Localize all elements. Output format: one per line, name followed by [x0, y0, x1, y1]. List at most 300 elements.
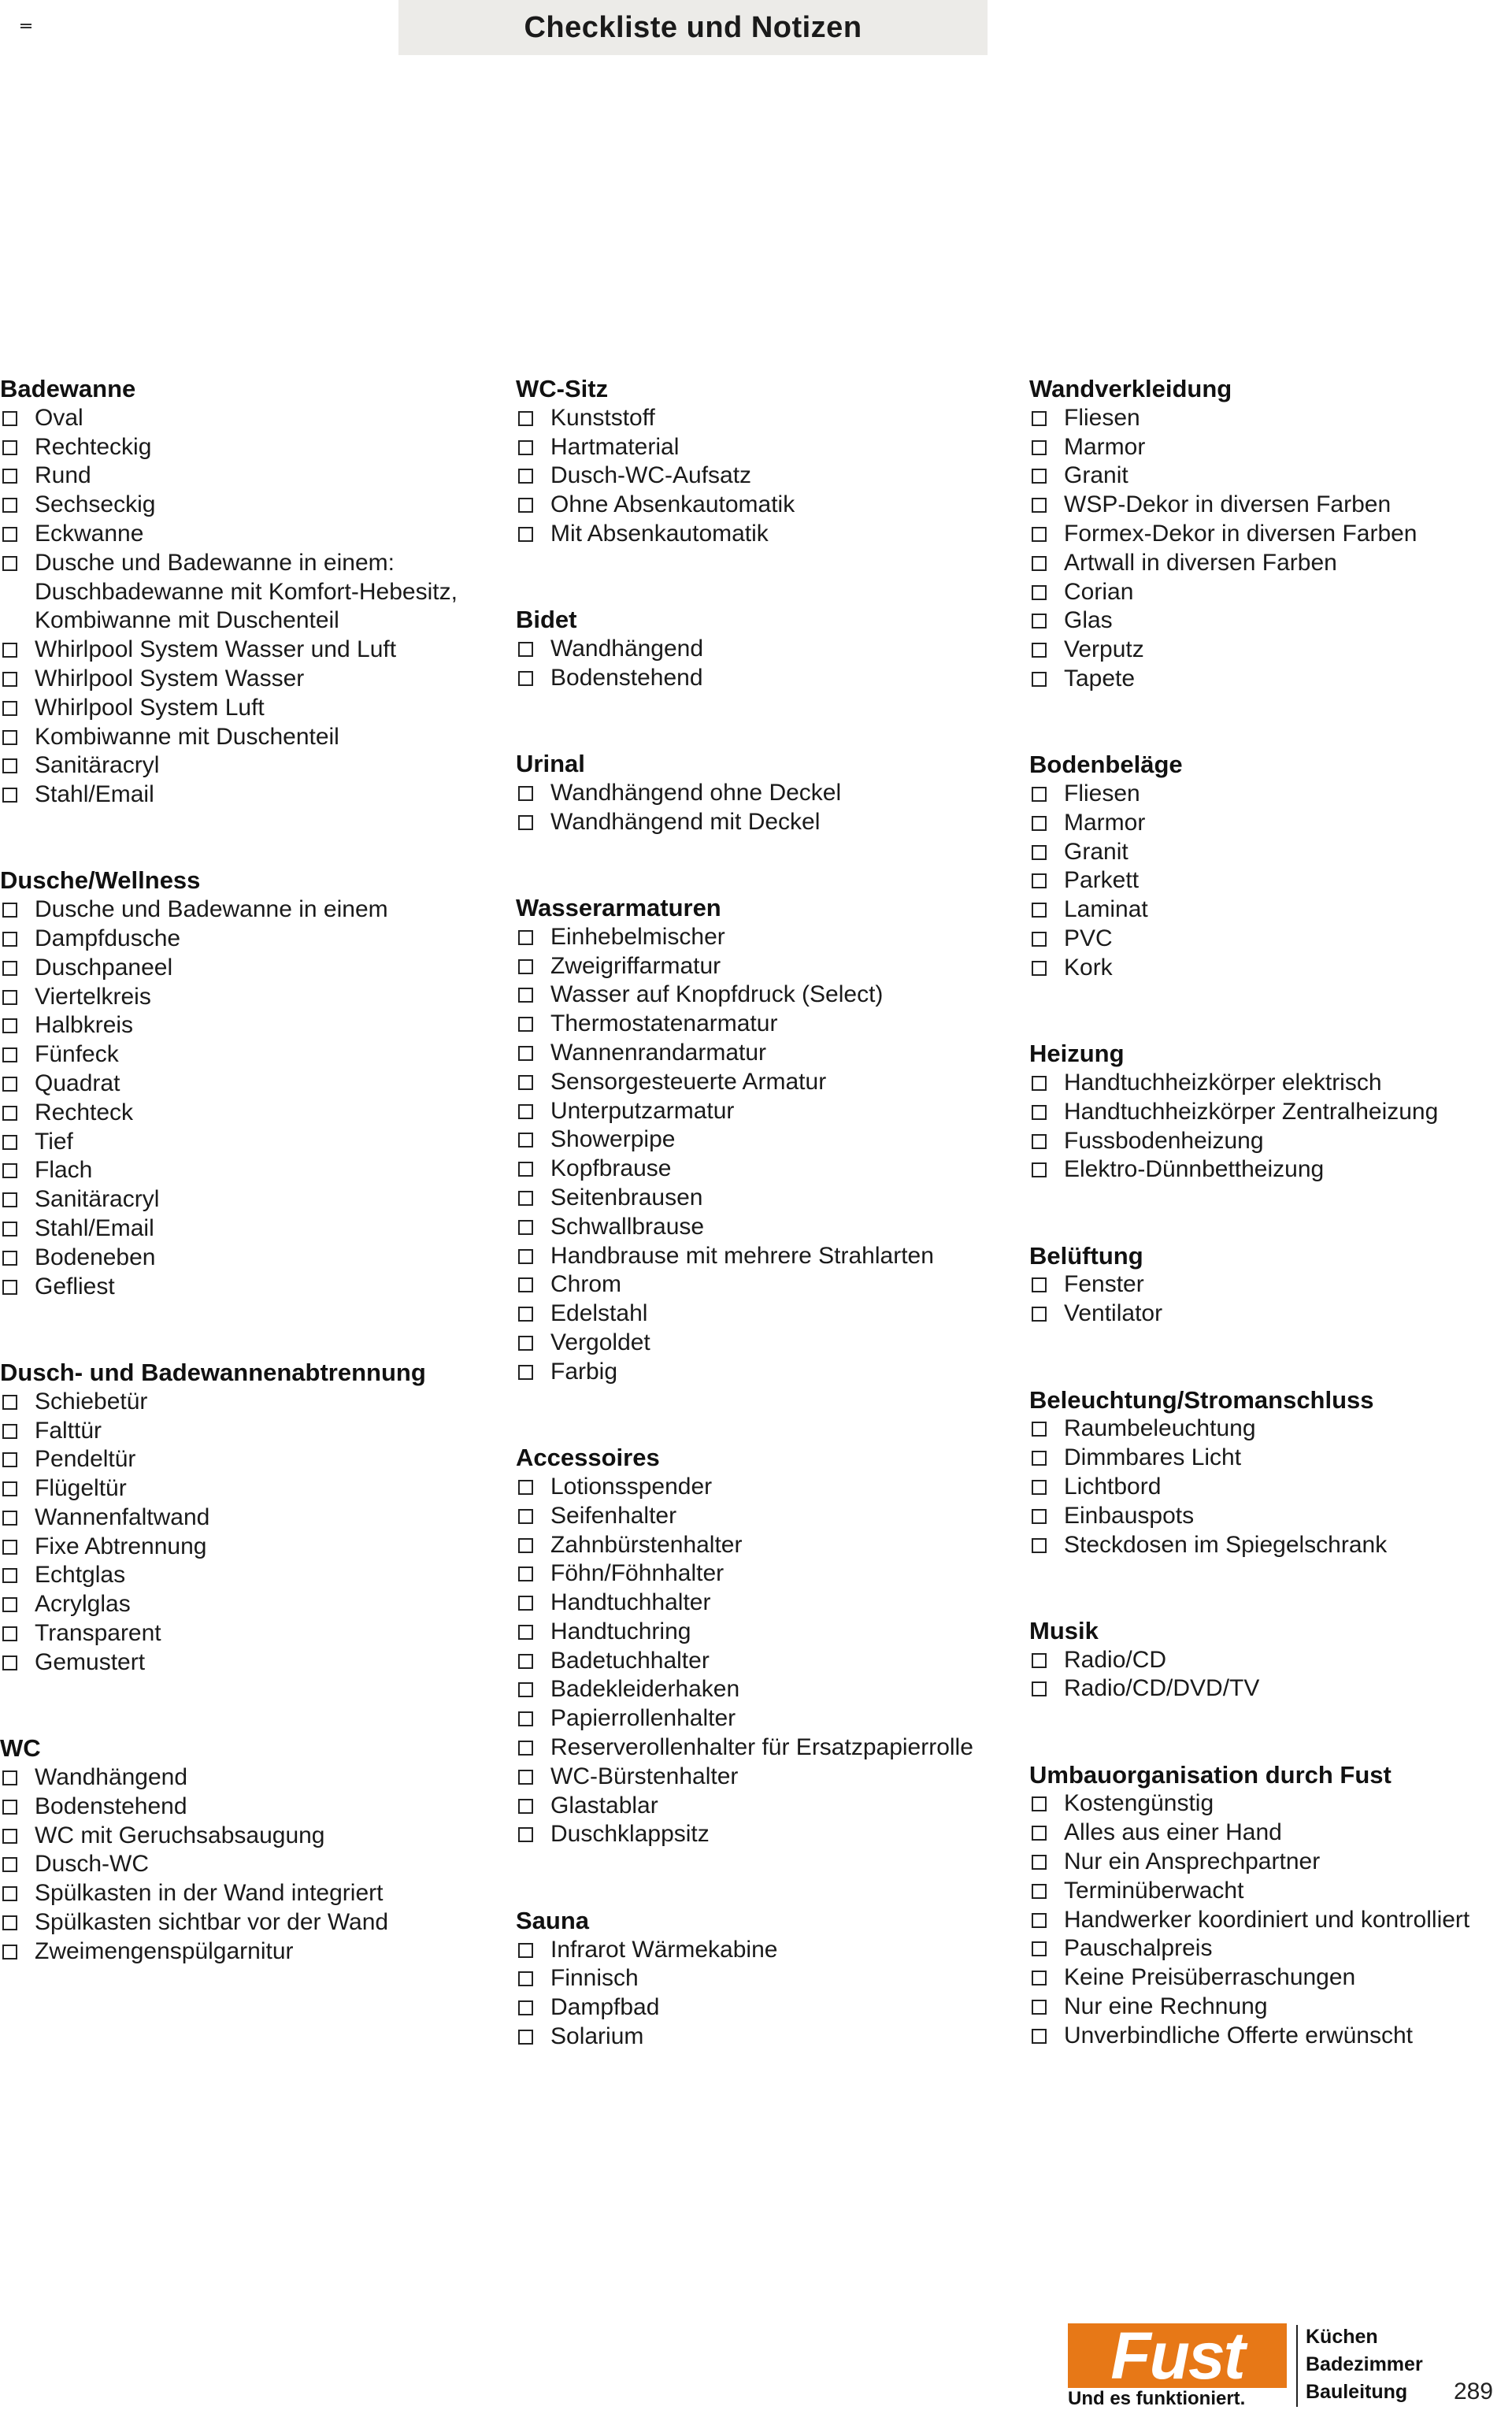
checkbox[interactable]	[518, 1509, 533, 1524]
checkbox[interactable]	[2, 527, 17, 542]
checklist-item	[0, 1908, 504, 1937]
checkbox[interactable]	[2, 730, 17, 745]
checklist-item-label: Halbkreis	[35, 1012, 134, 1039]
checklist-item	[1029, 549, 1512, 578]
checkbox[interactable]	[2, 903, 17, 918]
checklist-item-label: Spülkasten sichtbar vor der Wand	[35, 1908, 389, 1935]
checklist-item	[0, 1561, 504, 1590]
checklist-item-label: Seifenhalter	[550, 1502, 677, 1529]
checklist-item-label: Marmor	[1064, 809, 1146, 836]
checklist-section	[1029, 1617, 1512, 1704]
section-title: Badewanne	[0, 375, 136, 402]
checklist-item-label: Rechteck	[35, 1099, 134, 1125]
checklist-item	[0, 1070, 504, 1099]
checklist-item-label: Flügeltür	[35, 1475, 127, 1502]
checklist-item-label: Stahl/Email	[35, 1215, 154, 1242]
brand-wordmark: Fust	[1068, 2323, 1287, 2388]
brand-service: Küchen	[1306, 2326, 1378, 2348]
checklist-item	[1029, 1502, 1512, 1531]
section-title: Dusch- und Badewannenabtrennung	[0, 1358, 426, 1386]
checklist-item	[0, 1937, 504, 1967]
section-title: WC-Sitz	[516, 375, 609, 402]
checklist-item	[0, 665, 504, 694]
checklist-item	[1029, 1444, 1512, 1473]
checkbox[interactable]	[1032, 903, 1047, 918]
checkbox[interactable]	[518, 1307, 533, 1322]
checklist-item	[0, 1793, 504, 1822]
checkbox[interactable]	[518, 959, 533, 974]
checklist-item	[516, 404, 1020, 433]
checklist-section	[516, 375, 1020, 549]
checkbox[interactable]	[2, 1018, 17, 1033]
checklist-items	[0, 404, 504, 810]
checklist-item-label: Badetuchhalter	[550, 1647, 710, 1674]
checkbox[interactable]	[518, 815, 533, 830]
checklist-item-label: Unterputzarmatur	[550, 1097, 735, 1124]
checkbox[interactable]	[518, 1770, 533, 1785]
checkbox[interactable]	[518, 498, 533, 513]
page-title: Checkliste und Notizen	[398, 0, 988, 55]
section-title: Wasserarmaturen	[516, 894, 721, 922]
checklist-items	[1029, 1270, 1512, 1329]
checklist-section	[516, 1444, 1020, 1849]
checklist-item-label: Handtuchheizkörper elektrisch	[1064, 1069, 1382, 1096]
page-number: 289	[1453, 2378, 1493, 2404]
checkbox[interactable]	[2, 1077, 17, 1092]
checklist-item-label: Formex-Dekor in diversen Farben	[1064, 520, 1418, 547]
checkbox[interactable]	[518, 671, 533, 686]
checklist-item	[516, 1473, 1020, 1502]
checklist-column-2	[516, 375, 1020, 2108]
checklist-item-label: Eckwanne	[35, 520, 144, 547]
checkbox[interactable]	[1032, 1796, 1047, 1811]
checklist-item	[1029, 1934, 1512, 1963]
checklist-section	[1029, 1761, 1512, 2051]
section-title: Bodenbeläge	[1029, 751, 1183, 779]
checklist-item	[0, 1185, 504, 1214]
checklist-section	[516, 606, 1020, 692]
checkbox[interactable]	[2, 1280, 17, 1295]
checklist-item-label: Pendeltür	[35, 1446, 136, 1473]
checklist-items	[1029, 1414, 1512, 1559]
checklist-item	[0, 780, 504, 810]
checkbox[interactable]	[2, 1481, 17, 1496]
checkbox[interactable]	[2, 961, 17, 976]
section-title: Umbauorganisation durch Fust	[1029, 1760, 1392, 1789]
section-title: Urinal	[516, 750, 585, 778]
checklist-items	[0, 1763, 504, 1967]
checklist-item	[0, 404, 504, 433]
checklist-item-label: Sensorgesteuerte Armatur	[550, 1068, 827, 1095]
checklist-columns	[0, 375, 1512, 2068]
checkbox[interactable]	[2, 556, 17, 571]
checklist-item	[516, 1300, 1020, 1329]
checkbox[interactable]	[1032, 1941, 1047, 1956]
checkbox[interactable]	[1032, 585, 1047, 600]
checklist-item	[1029, 1300, 1512, 1329]
checklist-item	[516, 1559, 1020, 1589]
checklist-item	[1029, 1963, 1512, 1993]
checkbox[interactable]	[1032, 556, 1047, 571]
checklist-items	[1029, 404, 1512, 694]
checkbox[interactable]	[2, 1251, 17, 1266]
checklist-item-label: Papierrollenhalter	[550, 1705, 736, 1732]
checkbox[interactable]	[518, 1336, 533, 1351]
checklist-item-label: Acrylglas	[35, 1591, 131, 1618]
checklist-item	[1029, 809, 1512, 838]
checklist-items	[1029, 1069, 1512, 1185]
checklist-item	[1029, 1646, 1512, 1675]
checklist-item-label: Lichtbord	[1064, 1473, 1162, 1500]
checklist-item-label: Spülkasten in der Wand integriert	[35, 1880, 384, 1907]
checklist-item	[0, 1099, 504, 1128]
checklist-item	[0, 751, 504, 780]
checkbox[interactable]	[518, 1017, 533, 1032]
checklist-item-label: Dampfbad	[550, 1994, 660, 2021]
checklist-item	[516, 808, 1020, 837]
checkbox[interactable]	[1032, 614, 1047, 628]
checkbox[interactable]	[1032, 816, 1047, 831]
checkbox[interactable]	[1032, 787, 1047, 802]
checkbox[interactable]	[2, 1424, 17, 1439]
checkbox[interactable]	[2, 758, 17, 773]
checklist-section	[0, 1359, 504, 1678]
checkbox[interactable]	[518, 1596, 533, 1611]
checklist-item-label: Granit	[1064, 838, 1128, 865]
checklist-item-label: Kostengünstig	[1064, 1790, 1214, 1817]
checklist-item	[516, 923, 1020, 952]
checkbox[interactable]	[1032, 1134, 1047, 1149]
checklist-item-label: Farbig	[550, 1358, 618, 1385]
checkbox[interactable]	[2, 701, 17, 716]
brand-service: Badezimmer	[1306, 2353, 1423, 2375]
checklist-item	[1029, 1848, 1512, 1877]
checkbox[interactable]	[518, 930, 533, 945]
checklist-item-label: Ohne Absenkautomatik	[550, 491, 795, 518]
checkbox[interactable]	[1032, 469, 1047, 484]
section-title: Sauna	[516, 1906, 590, 1934]
checklist-item	[0, 1503, 504, 1533]
checklist-item-label: Glas	[1064, 607, 1113, 634]
checklist-item-label: Fünfeck	[35, 1041, 119, 1068]
checkbox[interactable]	[1032, 1422, 1047, 1437]
checklist-item	[1029, 954, 1512, 983]
checkbox[interactable]	[518, 1971, 533, 1986]
checklist-item	[1029, 1993, 1512, 2022]
checkbox[interactable]	[2, 1192, 17, 1207]
checkbox[interactable]	[2, 1655, 17, 1670]
checklist-item-label: Zweigriffarmatur	[550, 952, 721, 979]
checklist-item-label: Handtuchheizkörper Zentralheizung	[1064, 1098, 1439, 1125]
checkbox[interactable]	[518, 786, 533, 801]
checklist-item-label: Wasser auf Knopfdruck (Select)	[550, 981, 884, 1008]
checklist-item	[0, 1156, 504, 1185]
checklist-item-label: Whirlpool System Wasser und Luft	[35, 636, 397, 663]
checkbox[interactable]	[518, 642, 533, 657]
checklist-item-label: Handwerker koordiniert und kontrolliert	[1064, 1906, 1470, 1933]
section-title: Dusche/Wellness	[0, 866, 201, 895]
checkbox[interactable]	[1032, 1480, 1047, 1495]
checklist-item	[516, 1242, 1020, 1271]
checkbox[interactable]	[518, 1943, 533, 1958]
checklist-item	[516, 462, 1020, 491]
checkbox[interactable]	[1032, 1277, 1047, 1292]
checklist-item	[516, 1039, 1020, 1068]
checkbox[interactable]	[2, 1626, 17, 1641]
checkbox[interactable]	[2, 1597, 17, 1612]
checklist-item	[0, 694, 504, 723]
checklist-item-label: Quadrat	[35, 1070, 120, 1097]
checkbox[interactable]	[2, 498, 17, 513]
checklist-section	[516, 750, 1020, 836]
checkbox[interactable]	[1032, 1826, 1047, 1841]
checklist-item	[516, 1589, 1020, 1618]
checklist-items	[516, 635, 1020, 693]
checklist-item	[1029, 462, 1512, 491]
checkbox[interactable]	[2, 1800, 17, 1815]
checkbox[interactable]	[2, 1915, 17, 1930]
checkbox[interactable]	[1032, 643, 1047, 658]
checkbox[interactable]	[1032, 1971, 1047, 1985]
checkbox[interactable]	[518, 1538, 533, 1553]
checklist-item	[0, 1619, 504, 1648]
checklist-item	[516, 491, 1020, 520]
checkbox[interactable]	[1032, 527, 1047, 542]
checklist-item	[516, 1936, 1020, 1965]
checkbox[interactable]	[2, 440, 17, 455]
checklist-item	[516, 1733, 1020, 1763]
checkbox[interactable]	[518, 1711, 533, 1726]
checklist-item	[516, 1792, 1020, 1821]
checklist-item	[1029, 838, 1512, 867]
checklist-column-1	[0, 375, 504, 2023]
checklist-item-label: Föhn/Föhnhalter	[550, 1560, 724, 1587]
checkbox[interactable]	[1032, 1653, 1047, 1668]
checkbox[interactable]	[518, 1277, 533, 1292]
checkbox[interactable]	[518, 1480, 533, 1495]
checklist-item-label: Handbrause mit mehrere Strahlarten	[550, 1242, 934, 1269]
checkbox[interactable]	[1032, 1307, 1047, 1322]
checklist-item	[516, 1184, 1020, 1213]
checklist-item-label: Kunststoff	[550, 404, 655, 431]
checklist-section	[1029, 375, 1512, 694]
checkbox[interactable]	[518, 440, 533, 455]
checkbox[interactable]	[2, 672, 17, 687]
checkbox[interactable]	[2, 1540, 17, 1555]
checkbox[interactable]	[2, 1135, 17, 1150]
checklist-item-label: Dampfdusche	[35, 925, 181, 952]
checklist-item	[1029, 1473, 1512, 1502]
checkbox[interactable]	[1032, 1913, 1047, 1928]
checkbox[interactable]	[2, 1395, 17, 1410]
menu-icon[interactable]	[20, 24, 32, 31]
checklist-item-label: Pauschalpreis	[1064, 1935, 1213, 1962]
checklist-item	[516, 952, 1020, 981]
checkbox[interactable]	[2, 1829, 17, 1844]
section-title: WC	[0, 1734, 41, 1763]
checklist-item	[0, 549, 504, 636]
checklist-item	[516, 1270, 1020, 1300]
checkbox[interactable]	[1032, 932, 1047, 947]
checklist-item	[516, 1358, 1020, 1387]
checkbox[interactable]	[518, 1566, 533, 1581]
checkbox[interactable]	[1032, 1681, 1047, 1696]
checklist-item-label: Wandhängend	[550, 636, 704, 662]
checkbox[interactable]	[2, 411, 17, 426]
checklist-section	[1029, 1242, 1512, 1329]
checkbox[interactable]	[1032, 1884, 1047, 1899]
checkbox[interactable]	[1032, 1105, 1047, 1120]
checkbox[interactable]	[518, 1104, 533, 1119]
checklist-item-label: Vergoldet	[550, 1329, 650, 1356]
checklist-item	[1029, 895, 1512, 925]
checklist-item	[516, 1097, 1020, 1126]
checklist-item-label: Fussbodenheizung	[1064, 1127, 1264, 1154]
checkbox[interactable]	[2, 1047, 17, 1062]
checklist-item-label: Mit Absenkautomatik	[550, 520, 769, 547]
section-title: Beleuchtung/Stromanschluss	[1029, 1385, 1374, 1414]
checkbox[interactable]	[1032, 411, 1047, 426]
checklist-item	[0, 954, 504, 983]
brand-services	[1306, 2323, 1423, 2406]
checkbox[interactable]	[518, 2000, 533, 2015]
checkbox[interactable]	[2, 1511, 17, 1526]
checkbox[interactable]	[518, 1133, 533, 1148]
checkbox[interactable]	[518, 1075, 533, 1090]
checklist-item	[0, 520, 504, 549]
checklist-section	[0, 1734, 504, 1966]
checklist-item	[0, 1850, 504, 1879]
checkbox[interactable]	[2, 1945, 17, 1960]
checkbox[interactable]	[1032, 1162, 1047, 1177]
checklist-item-label: Gemustert	[35, 1648, 146, 1675]
checkbox[interactable]	[2, 1770, 17, 1785]
checkbox[interactable]	[518, 1365, 533, 1380]
checkbox[interactable]	[518, 469, 533, 484]
checkbox[interactable]	[518, 527, 533, 542]
checkbox[interactable]	[518, 1220, 533, 1235]
checklist-item	[1029, 1674, 1512, 1704]
checklist-item-label: Kork	[1064, 954, 1113, 981]
checkbox[interactable]	[1032, 1076, 1047, 1091]
checklist-item-label: Kombiwanne mit Duschenteil	[35, 723, 339, 750]
checklist-item-label: Laminat	[1064, 896, 1148, 923]
checkbox[interactable]	[518, 411, 533, 426]
checklist-item-label: Fixe Abtrennung	[35, 1533, 207, 1559]
checkbox[interactable]	[1032, 1451, 1047, 1466]
checkbox[interactable]	[518, 1046, 533, 1061]
checkbox[interactable]	[518, 2030, 533, 2045]
checkbox[interactable]	[518, 1741, 533, 1756]
checklist-items	[0, 895, 504, 1301]
checkbox[interactable]	[1032, 1538, 1047, 1553]
checklist-item	[1029, 404, 1512, 433]
checkbox[interactable]	[1032, 498, 1047, 513]
checkbox[interactable]	[518, 1827, 533, 1842]
checkbox[interactable]	[518, 1191, 533, 1206]
checkbox[interactable]	[2, 1163, 17, 1178]
checklist-items	[516, 404, 1020, 549]
checkbox[interactable]	[1032, 2029, 1047, 2044]
checklist-item	[1029, 925, 1512, 954]
checklist-item-label: Terminüberwacht	[1064, 1877, 1244, 1904]
checklist-item-label: Seitenbrausen	[550, 1185, 703, 1211]
checkbox[interactable]	[1032, 845, 1047, 860]
checklist-item-label: Fenster	[1064, 1271, 1144, 1298]
checklist-item-label: Tief	[35, 1128, 73, 1155]
checkbox[interactable]	[1032, 1855, 1047, 1870]
checklist-item-label: Sechseckig	[35, 491, 156, 518]
checklist-item-label: Whirlpool System Wasser	[35, 665, 305, 691]
checklist-column-3	[1029, 375, 1512, 2108]
checklist-item	[516, 1125, 1020, 1155]
checkbox[interactable]	[1032, 672, 1047, 687]
checklist-item-label: Duschbadewanne mit Komfort-Hebesitz,	[35, 578, 458, 605]
checklist-item	[516, 779, 1020, 808]
checklist-item-label: Stahl/Email	[35, 781, 154, 808]
checkbox[interactable]	[518, 1799, 533, 1814]
checkbox[interactable]	[518, 1249, 533, 1264]
checklist-item-label: Edelstahl	[550, 1300, 648, 1327]
checklist-item	[1029, 2022, 1512, 2051]
checklist-section	[516, 894, 1020, 1387]
checkbox[interactable]	[2, 1886, 17, 1901]
checkbox[interactable]	[2, 469, 17, 484]
checklist-item	[0, 1763, 504, 1793]
checklist-item	[516, 1675, 1020, 1704]
checklist-item	[516, 520, 1020, 549]
checkbox[interactable]	[2, 1222, 17, 1237]
checklist-items	[1029, 780, 1512, 983]
checkbox[interactable]	[2, 932, 17, 947]
checklist-item-label: Zweimengenspülgarnitur	[35, 1937, 294, 1964]
checkbox[interactable]	[1032, 961, 1047, 976]
checklist-item-label: Bodeneben	[35, 1244, 156, 1270]
checkbox[interactable]	[2, 990, 17, 1005]
checkbox[interactable]	[2, 1568, 17, 1583]
checklist-item	[0, 1474, 504, 1503]
checklist-item	[0, 1388, 504, 1417]
checkbox[interactable]	[1032, 873, 1047, 888]
checklist-item-label: Dusch-WC-Aufsatz	[550, 462, 752, 489]
checklist-item-label: Rechteckig	[35, 433, 152, 460]
checkbox[interactable]	[2, 1106, 17, 1121]
checkbox[interactable]	[518, 1654, 533, 1669]
checkbox[interactable]	[518, 988, 533, 1003]
checklist-item	[1029, 1906, 1512, 1935]
checkbox[interactable]	[2, 1857, 17, 1872]
checkbox[interactable]	[2, 643, 17, 658]
checklist-item	[516, 1964, 1020, 1993]
checklist-item	[0, 491, 504, 520]
checkbox[interactable]	[2, 788, 17, 803]
checkbox[interactable]	[518, 1682, 533, 1697]
checkbox[interactable]	[1032, 1509, 1047, 1524]
checklist-item-label: Whirlpool System Luft	[35, 694, 265, 721]
checklist-item-label: Duschpaneel	[35, 954, 173, 981]
checklist-item-label: Alles aus einer Hand	[1064, 1819, 1282, 1846]
checkbox[interactable]	[1032, 440, 1047, 455]
checkbox[interactable]	[518, 1625, 533, 1640]
checklist-section	[0, 375, 504, 810]
checklist-item-label: Chrom	[550, 1271, 622, 1298]
checkbox[interactable]	[1032, 2000, 1047, 2015]
checkbox[interactable]	[518, 1162, 533, 1177]
checklist-items	[516, 1473, 1020, 1849]
checkbox[interactable]	[2, 1452, 17, 1467]
checklist-item-label: Sanitäracryl	[35, 1186, 160, 1213]
checklist-item-label: Zahnbürstenhalter	[550, 1531, 743, 1558]
